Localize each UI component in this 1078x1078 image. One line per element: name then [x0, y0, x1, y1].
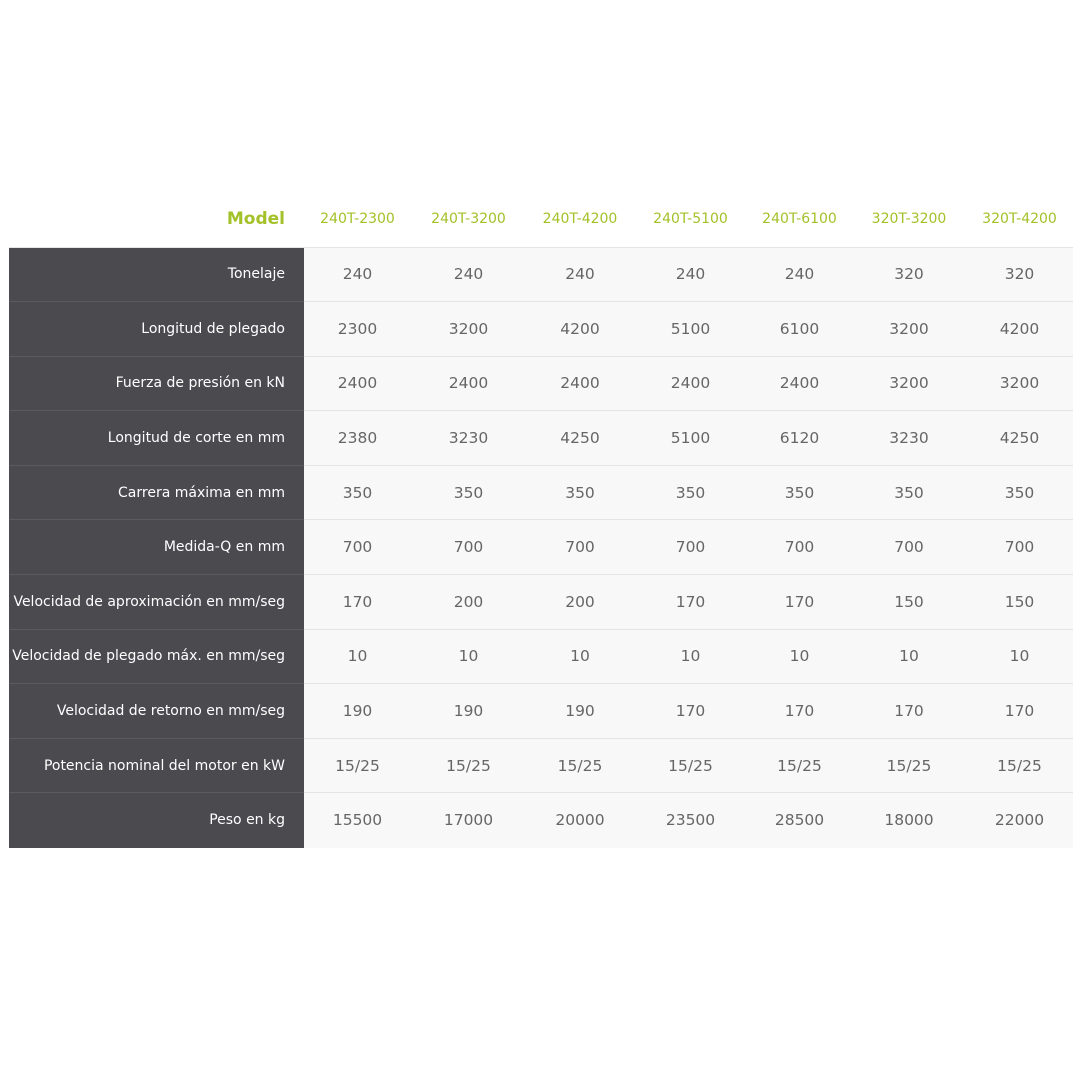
table-cell: 17000 — [411, 793, 526, 848]
table-cell: 2400 — [526, 356, 634, 411]
table-cell: 3230 — [411, 411, 526, 466]
table-cell: 10 — [966, 629, 1073, 684]
table-cell: 3200 — [411, 302, 526, 357]
table-cell: 4200 — [526, 302, 634, 357]
table-cell: 15/25 — [304, 738, 411, 793]
table-cell: 15500 — [304, 793, 411, 848]
table-cell: 5100 — [634, 302, 747, 357]
table-row — [9, 738, 1073, 793]
table-cell: 150 — [966, 575, 1073, 630]
row-label: Velocidad de plegado máx. en mm/seg — [9, 629, 304, 684]
model-column-header: 240T-5100 — [634, 191, 747, 247]
table-cell: 15/25 — [411, 738, 526, 793]
table-cell: 15/25 — [852, 738, 966, 793]
table-cell: 4200 — [966, 302, 1073, 357]
table-cell: 700 — [304, 520, 411, 575]
table-cell: 18000 — [852, 793, 966, 848]
table-cell: 170 — [747, 684, 852, 739]
row-label: Tonelaje — [9, 247, 304, 302]
model-column-header: 240T-4200 — [526, 191, 634, 247]
table-cell: 2400 — [634, 356, 747, 411]
table-cell: 20000 — [526, 793, 634, 848]
table-cell: 190 — [411, 684, 526, 739]
table-cell: 200 — [526, 575, 634, 630]
table-cell: 3200 — [852, 356, 966, 411]
model-column-header: 320T-3200 — [852, 191, 966, 247]
row-label: Fuerza de presión en kN — [9, 356, 304, 411]
row-label: Peso en kg — [9, 793, 304, 848]
table-cell: 700 — [966, 520, 1073, 575]
table-row — [9, 247, 1073, 302]
model-header-label: Model — [9, 191, 304, 247]
table-row — [9, 629, 1073, 684]
table-cell: 170 — [966, 684, 1073, 739]
table-cell: 700 — [747, 520, 852, 575]
table-cell: 700 — [411, 520, 526, 575]
table-cell: 700 — [526, 520, 634, 575]
table-cell: 22000 — [966, 793, 1073, 848]
table-cell: 2400 — [747, 356, 852, 411]
table-cell: 240 — [634, 247, 747, 302]
table-cell: 150 — [852, 575, 966, 630]
header-row — [9, 191, 1073, 247]
table-row — [9, 793, 1073, 848]
row-label: Longitud de plegado — [9, 302, 304, 357]
table-cell: 700 — [852, 520, 966, 575]
table-cell: 190 — [526, 684, 634, 739]
table-cell: 320 — [966, 247, 1073, 302]
spec-table-body — [9, 247, 1073, 848]
table-cell: 170 — [634, 575, 747, 630]
table-cell: 15/25 — [747, 738, 852, 793]
table-cell: 5100 — [634, 411, 747, 466]
table-row — [9, 356, 1073, 411]
model-column-header: 320T-4200 — [966, 191, 1073, 247]
table-row — [9, 411, 1073, 466]
table-cell: 2300 — [304, 302, 411, 357]
table-cell: 240 — [304, 247, 411, 302]
table-cell: 240 — [747, 247, 852, 302]
table-cell: 240 — [526, 247, 634, 302]
table-cell: 170 — [852, 684, 966, 739]
table-cell: 6120 — [747, 411, 852, 466]
table-cell: 6100 — [747, 302, 852, 357]
row-label: Velocidad de retorno en mm/seg — [9, 684, 304, 739]
row-label: Velocidad de aproximación en mm/seg — [9, 575, 304, 630]
table-cell: 3230 — [852, 411, 966, 466]
table-cell: 350 — [634, 465, 747, 520]
table-cell: 190 — [304, 684, 411, 739]
table-row — [9, 575, 1073, 630]
table-row — [9, 465, 1073, 520]
table-cell: 3200 — [966, 356, 1073, 411]
table-cell: 200 — [411, 575, 526, 630]
table-row — [9, 520, 1073, 575]
spec-table — [9, 191, 1073, 848]
table-cell: 350 — [304, 465, 411, 520]
table-cell: 350 — [966, 465, 1073, 520]
table-cell: 170 — [304, 575, 411, 630]
table-cell: 10 — [747, 629, 852, 684]
table-cell: 700 — [634, 520, 747, 575]
row-label: Longitud de corte en mm — [9, 411, 304, 466]
table-cell: 4250 — [526, 411, 634, 466]
table-cell: 2400 — [304, 356, 411, 411]
table-cell: 170 — [634, 684, 747, 739]
table-cell: 2400 — [411, 356, 526, 411]
row-label: Potencia nominal del motor en kW — [9, 738, 304, 793]
table-cell: 170 — [747, 575, 852, 630]
table-cell: 15/25 — [526, 738, 634, 793]
table-cell: 350 — [852, 465, 966, 520]
model-column-header: 240T-2300 — [304, 191, 411, 247]
table-cell: 2380 — [304, 411, 411, 466]
model-column-header: 240T-3200 — [411, 191, 526, 247]
table-cell: 4250 — [966, 411, 1073, 466]
table-cell: 23500 — [634, 793, 747, 848]
table-cell: 350 — [526, 465, 634, 520]
table-cell: 15/25 — [634, 738, 747, 793]
table-cell: 240 — [411, 247, 526, 302]
table-cell: 350 — [411, 465, 526, 520]
table-cell: 10 — [634, 629, 747, 684]
table-cell: 10 — [304, 629, 411, 684]
table-cell: 320 — [852, 247, 966, 302]
table-cell: 3200 — [852, 302, 966, 357]
table-cell: 350 — [747, 465, 852, 520]
table-cell: 10 — [526, 629, 634, 684]
row-label: Medida-Q en mm — [9, 520, 304, 575]
table-cell: 28500 — [747, 793, 852, 848]
table-cell: 15/25 — [966, 738, 1073, 793]
model-column-header: 240T-6100 — [747, 191, 852, 247]
table-row — [9, 684, 1073, 739]
table-cell: 10 — [411, 629, 526, 684]
table-cell: 10 — [852, 629, 966, 684]
table-row — [9, 302, 1073, 357]
row-label: Carrera máxima en mm — [9, 465, 304, 520]
